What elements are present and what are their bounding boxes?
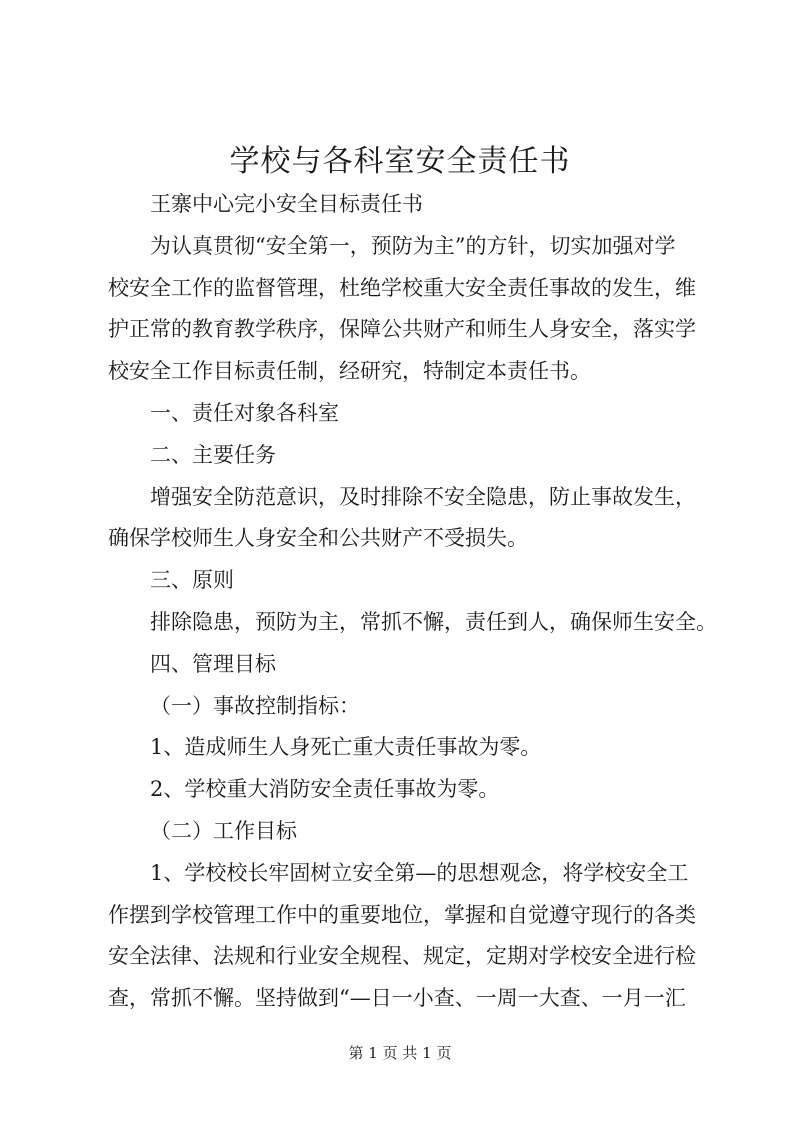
page-number-footer: 第 1 页 共 1 页 [348,1044,452,1062]
paragraph-line: 王寨中心完小安全目标责任书 [150,192,423,216]
list-item: 2、学校重大消防安全责任事故为零。 [150,777,500,802]
list-item: 1、造成师生人身死亡重大责任事故为零。 [150,735,542,760]
paragraph-line: 校安全工作的监督管理，杜绝学校重大安全责任事故的发生，维 [108,275,696,300]
paragraph-line: 安全法律、法规和行业安全规程、规定，定期对学校安全进行检 [108,944,696,969]
subsection-heading: （一）事故控制指标： [150,693,360,718]
paragraph-line: 作摆到学校管理工作中的重要地位，掌握和自觉遵守现行的各类 [108,902,696,927]
paragraph-line: 增强安全防范意识，及时排除不安全隐患，防止事故发生， [150,484,696,509]
paragraph-line: 校安全工作目标责任制，经研究，特制定本责任书。 [108,359,591,384]
section-heading: 三、原则 [150,568,234,593]
paragraph-line: 排除隐患，预防为主，常抓不懈，责任到人，确保师生安全。 [150,609,717,634]
paragraph-line: 查，常抓不懈。坚持做到“—日一小查、一周一大查、一月一汇 [108,986,686,1011]
subsection-heading: （二）工作目标 [150,818,297,843]
section-heading: 二、主要任务 [150,442,276,467]
section-heading: 四、管理目标 [150,651,276,676]
paragraph-line: 护正常的教育教学秩序，保障公共财产和师生人身安全，落实学 [108,317,696,342]
list-item: 1、学校校长牢固树立安全第—的思想观念，将学校安全工 [150,860,689,885]
paragraph-line: 为认真贯彻“安全第一，预防为主”的方针，切实加强对学 [150,233,676,258]
section-heading: 一、责任对象各科室 [150,400,339,425]
paragraph-line: 确保学校师生人身安全和公共财产不受损失。 [108,526,528,551]
document-body [108,184,717,1020]
document-title: 学校与各科室安全责任书 [229,144,571,179]
